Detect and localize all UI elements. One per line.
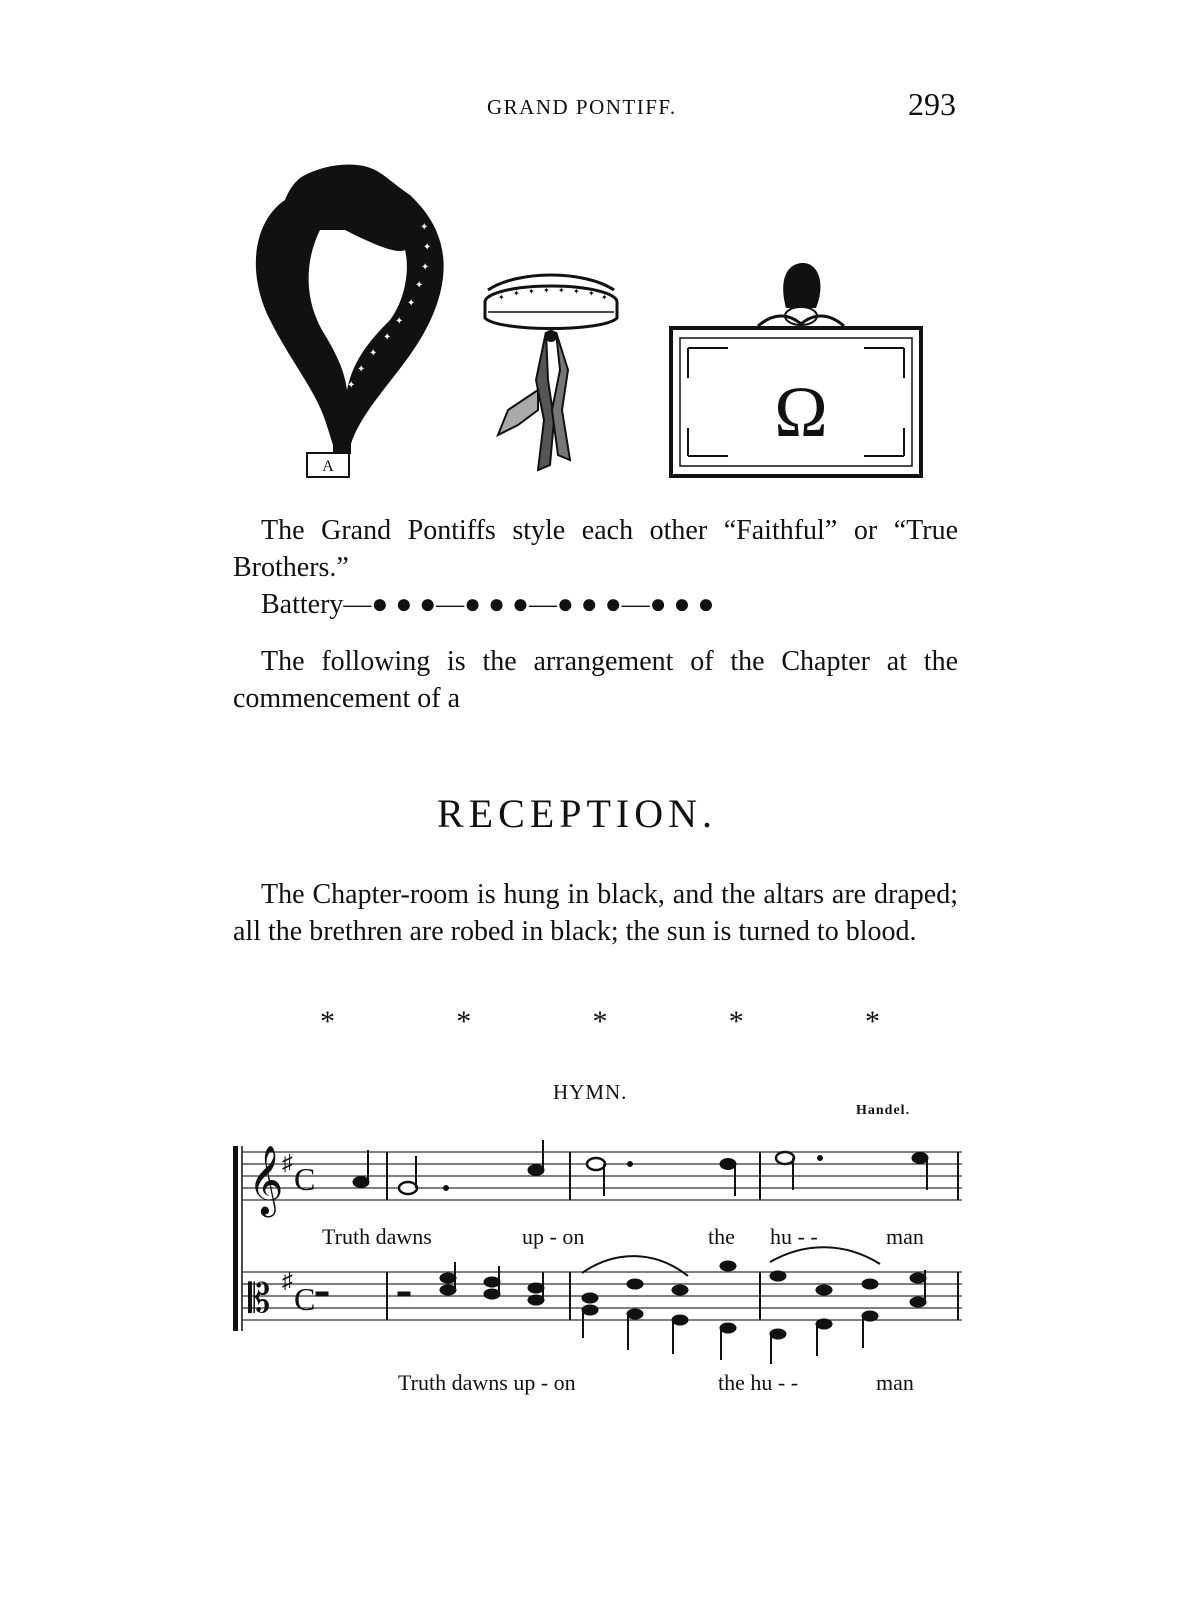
crown-illustration <box>478 260 628 485</box>
svg-text:✦: ✦ <box>347 380 356 391</box>
upper-lyric: the <box>708 1224 735 1249</box>
lower-lyric: the hu - - <box>718 1370 799 1395</box>
time-signature-lower: C <box>294 1281 316 1317</box>
intro-paragraph: The Grand Pontiffs style each other “Faithful” or “True Brothers.” <box>233 515 958 583</box>
svg-text:✦: ✦ <box>407 298 416 309</box>
upper-lyric: man <box>886 1224 924 1249</box>
svg-text:✦: ✦ <box>357 364 366 375</box>
reception-paragraph: The Chapter-room is hung in black, and the altars are draped; all the brethren are robed in black; the sun is turned to blood. <box>233 879 958 947</box>
lower-notes <box>316 1261 926 1364</box>
bar-lines <box>387 1152 958 1320</box>
svg-text:✦: ✦ <box>395 316 404 327</box>
svg-text:✦: ✦ <box>588 289 595 298</box>
lower-lyric: Truth dawns up - on <box>398 1370 576 1395</box>
asterisk: * <box>320 1005 335 1038</box>
page-number: 293 <box>908 86 956 122</box>
svg-text:✦: ✦ <box>573 287 580 296</box>
lower-lyric: man <box>876 1370 914 1395</box>
hymn-score <box>230 1140 970 1400</box>
c-clef-icon: 𝄡 <box>248 1276 271 1321</box>
sash-illustration <box>245 160 460 485</box>
asterisk: * <box>865 1005 880 1038</box>
svg-text:✦: ✦ <box>369 348 378 359</box>
sharp-icon-lower: ♯ <box>282 1268 293 1293</box>
svg-text:✦: ✦ <box>528 287 535 296</box>
svg-text:✦: ✦ <box>498 293 505 302</box>
svg-text:✦: ✦ <box>513 289 520 298</box>
svg-text:✦: ✦ <box>423 242 432 253</box>
asterisk: * <box>592 1005 608 1038</box>
hymn-title: HYMN. <box>553 1080 628 1104</box>
treble-clef-icon: 𝄞 <box>248 1147 284 1213</box>
svg-text:✦: ✦ <box>543 286 550 295</box>
section-title: RECEPTION. <box>437 791 717 836</box>
sash-label: A <box>322 458 334 475</box>
svg-text:✦: ✦ <box>421 262 430 273</box>
asterisk: * <box>728 1005 744 1038</box>
svg-text:✦: ✦ <box>383 332 392 343</box>
upper-lyric: Truth dawns <box>322 1224 432 1249</box>
svg-text:✦: ✦ <box>558 286 565 295</box>
upper-lyric: up - on <box>522 1224 585 1249</box>
bass-staff <box>242 1272 962 1320</box>
svg-text:✦: ✦ <box>415 280 424 291</box>
svg-text:✦: ✦ <box>420 222 429 233</box>
time-signature-upper: C <box>294 1161 316 1197</box>
asterisk-divider <box>320 1005 880 1039</box>
omega-symbol: Ω <box>774 372 828 452</box>
svg-text:✦: ✦ <box>601 293 608 302</box>
battery-line: Battery—● ● ●—● ● ●—● ● ●—● ● ● <box>261 589 715 620</box>
omega-jewel-illustration <box>668 258 928 480</box>
arrangement-paragraph: The following is the arrangement of the Chapter at the commencement of a <box>233 646 958 714</box>
asterisk: * <box>456 1005 472 1038</box>
running-head: GRAND PONTIFF. <box>487 95 677 119</box>
sharp-icon: ♯ <box>282 1150 293 1175</box>
hymn-composer: Handel. <box>856 1103 911 1118</box>
upper-lyric: hu - - <box>770 1224 818 1249</box>
